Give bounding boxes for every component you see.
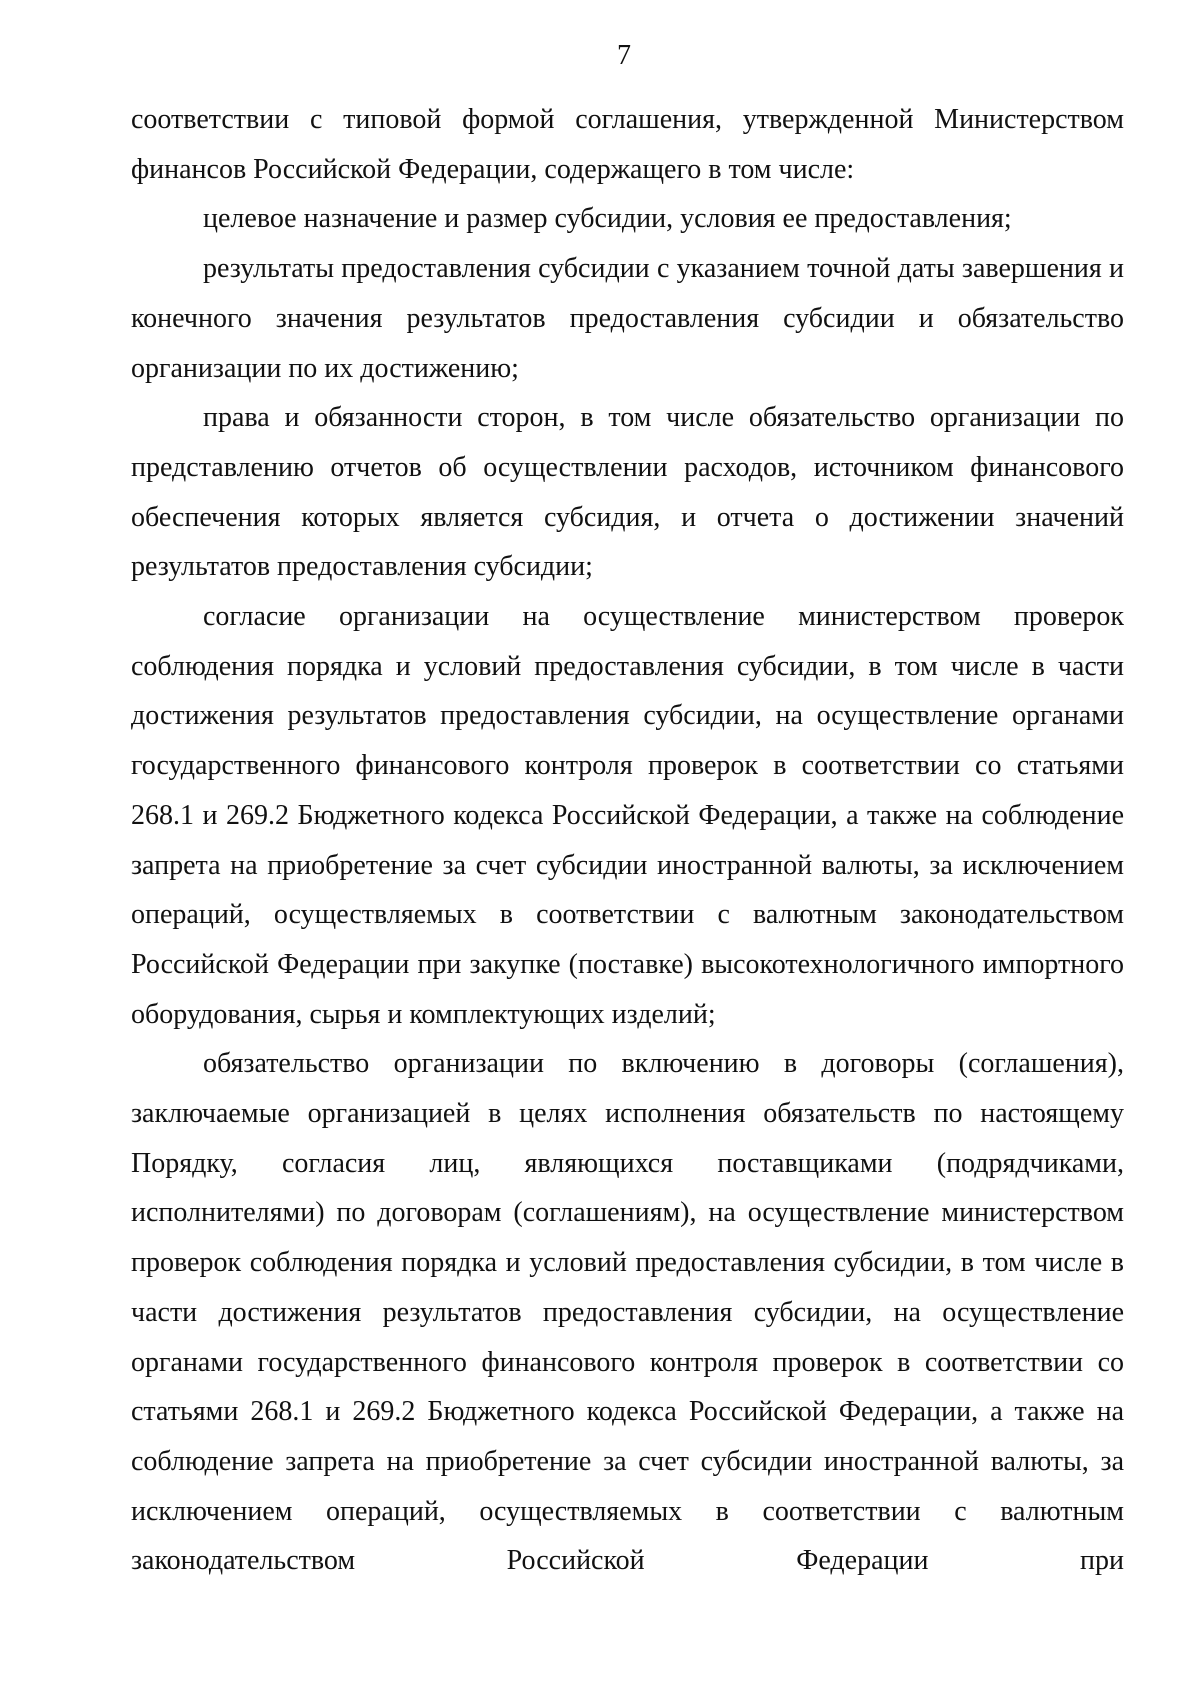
paragraph-results: результаты предоставления субсидии с указанием точной даты завершения и конечного значения результатов предоставления субсидии и обязательство организации по их достижению;: [131, 253, 1124, 384]
page-number: 7: [617, 40, 631, 71]
paragraph-purpose-and-amount: целевое назначение и размер субсидии, условия ее предоставления;: [203, 203, 1012, 235]
paragraph-contract-obligation: обязательство организации по включению в договоры (соглашения), заключаемые организацией в целях исполнения обязательств по настоящему Порядку, согласия лиц, являющихся поставщиками (подрядчиками, исполнителями) по договорам (соглашениям), на осуществление министерством проверок соблюдения порядка и условий предоставления субсидии, в том числе в части достижения результатов предоставления субсидии, на осуществление органами государственного финансового контроля проверок в соответствии со статьями 268.1 и 269.2 Бюджетного кодекса Российской Федерации, а также на соблюдение запрета на приобретение за счет субсидии иностранной валюты, за исключением операций, осуществляемых в соответствии с валютным законодательством Российской Федерации при: [131, 1048, 1124, 1577]
document-body: [131, 95, 1124, 1586]
paragraph-rights-and-obligations: права и обязанности сторон, в том числе обязательство организации по представлению отчетов об осуществлении расходов, источником финансового обеспечения которых является субсидия, и отчета о достижении значений результатов предоставления субсидии;: [131, 402, 1124, 583]
paragraph-agreement-continuation: соответствии с типовой формой соглашения, утвержденной Министерством финансов Российской Федерации, содержащего в том числе:: [131, 104, 1124, 185]
paragraph-inspection-consent: согласие организации на осуществление министерством проверок соблюдения порядка и условий предоставления субсидии, в том числе в части достижения результатов предоставления субсидии, на осуществление органами государственного финансового контроля проверок в соответствии со статьями 268.1 и 269.2 Бюджетного кодекса Российской Федерации, а также на соблюдение запрета на приобретение за счет субсидии иностранной валюты, за исключением операций, осуществляемых в соответствии с валютным законодательством Российской Федерации при закупке (поставке) высокотехнологичного импортного оборудования, сырья и комплектующих изделий;: [131, 601, 1124, 1030]
